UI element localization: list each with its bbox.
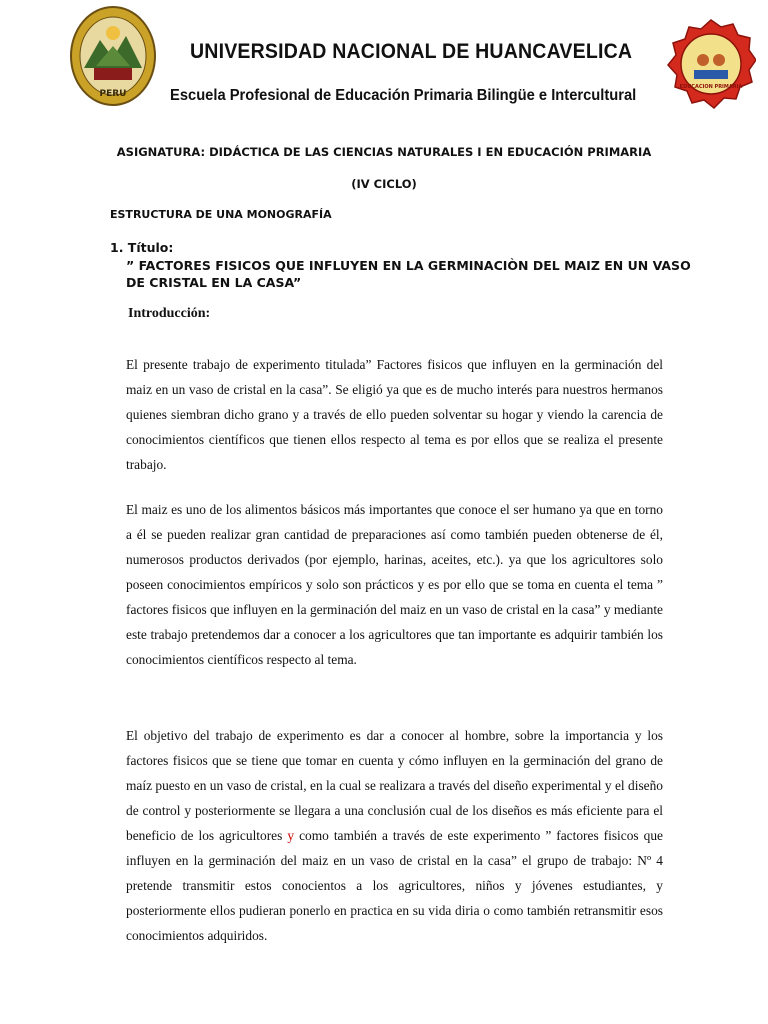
introduction-paragraph-3 xyxy=(126,723,663,948)
course-subject: ASIGNATURA: DIDÁCTICA DE LAS CIENCIAS NATURALES I EN EDUCACIÓN PRIMARIA xyxy=(116,145,652,159)
introduction-paragraph-2: El maiz es uno de los alimentos básicos más importantes que conoce el ser humano ya que en torno a él se pueden realizar gran cantidad de preparaciones así como también pueden obtenerse de él, numerosos productos derivados (por ejemplo, harinas, aceites, etc.). ya que los agricultores solo poseen conocimientos empíricos y solo son prácticos y es por ello que se toma en cuenta el tema ” factores fisicos que influyen en la germinación del maiz en un vaso de cristal en la casa” y mediante este trabajo pretendemos dar a conocer a los agricultores que tan importante es adquirir también los conocimientos científicos respecto al tema. xyxy=(126,502,663,667)
introduction-heading: Introducción: xyxy=(128,306,211,321)
introduction-paragraph-1: El presente trabajo de experimento titulada” Factores fisicos que influyen en la germinación del maiz en un vaso de cristal en la casa”. Se eligió ya que es de mucho interés para nuestros hermanos quienes siembran dicho grano y a través de ello pueden solventar su hogar y viendo la carencia de conocimientos científicos que tienen ellos respecto al tema es por ellos que se realiza el presente trabajo. xyxy=(126,357,663,472)
school-seal-logo xyxy=(666,18,756,112)
structure-heading: ESTRUCTURA DE UNA MONOGRAFÍA xyxy=(110,208,332,221)
course-cycle: (IV CICLO) xyxy=(351,177,417,191)
svg-text:PERU: PERU xyxy=(99,89,127,99)
monograph-title-line1: ” FACTORES FISICOS QUE INFLUYEN EN LA GERMINACIÒN DEL MAIZ EN UN VASO xyxy=(126,258,691,273)
university-name: UNIVERSIDAD NACIONAL DE HUANCAVELICA xyxy=(190,40,633,63)
title-section-label: 1. Título: xyxy=(110,240,174,255)
university-seal-logo xyxy=(70,6,156,106)
svg-text:EDUCACION PRIMARIA: EDUCACION PRIMARIA xyxy=(679,84,743,90)
highlighted-word: y xyxy=(287,828,295,843)
paragraph-3-text-b: como también a través de este experimento ” factores fisicos que influyen en la germinación del maiz en un vaso de cristal en la casa” el grupo de trabajo: Nº 4 pretende transmitir estos conocientos a los agricultores, niños y jóvenes estudiantes, y posteriormente ellos pudieran ponerlo en practica en su vida diria o como también retransmitir esos conocimientos adquiridos. xyxy=(126,828,663,943)
school-name: Escuela Profesional de Educación Primaria Bilingüe e Intercultural xyxy=(170,87,637,104)
paragraph-3-text-a: El objetivo del trabajo de experimento es dar a conocer al hombre, sobre la importancia y los factores fisicos que se tiene que tomar en cuenta y cómo influyen en la germinación del grano de maíz puesto en un vaso de cristal, en la cual se realizara a través del diseño experimental y el diseño de control y posteriormente se llegara a una conclusión cual de los diseños es más eficiente para el beneficio de los agricultores xyxy=(126,728,663,843)
monograph-title-line2: DE CRISTAL EN LA CASA” xyxy=(126,275,302,290)
